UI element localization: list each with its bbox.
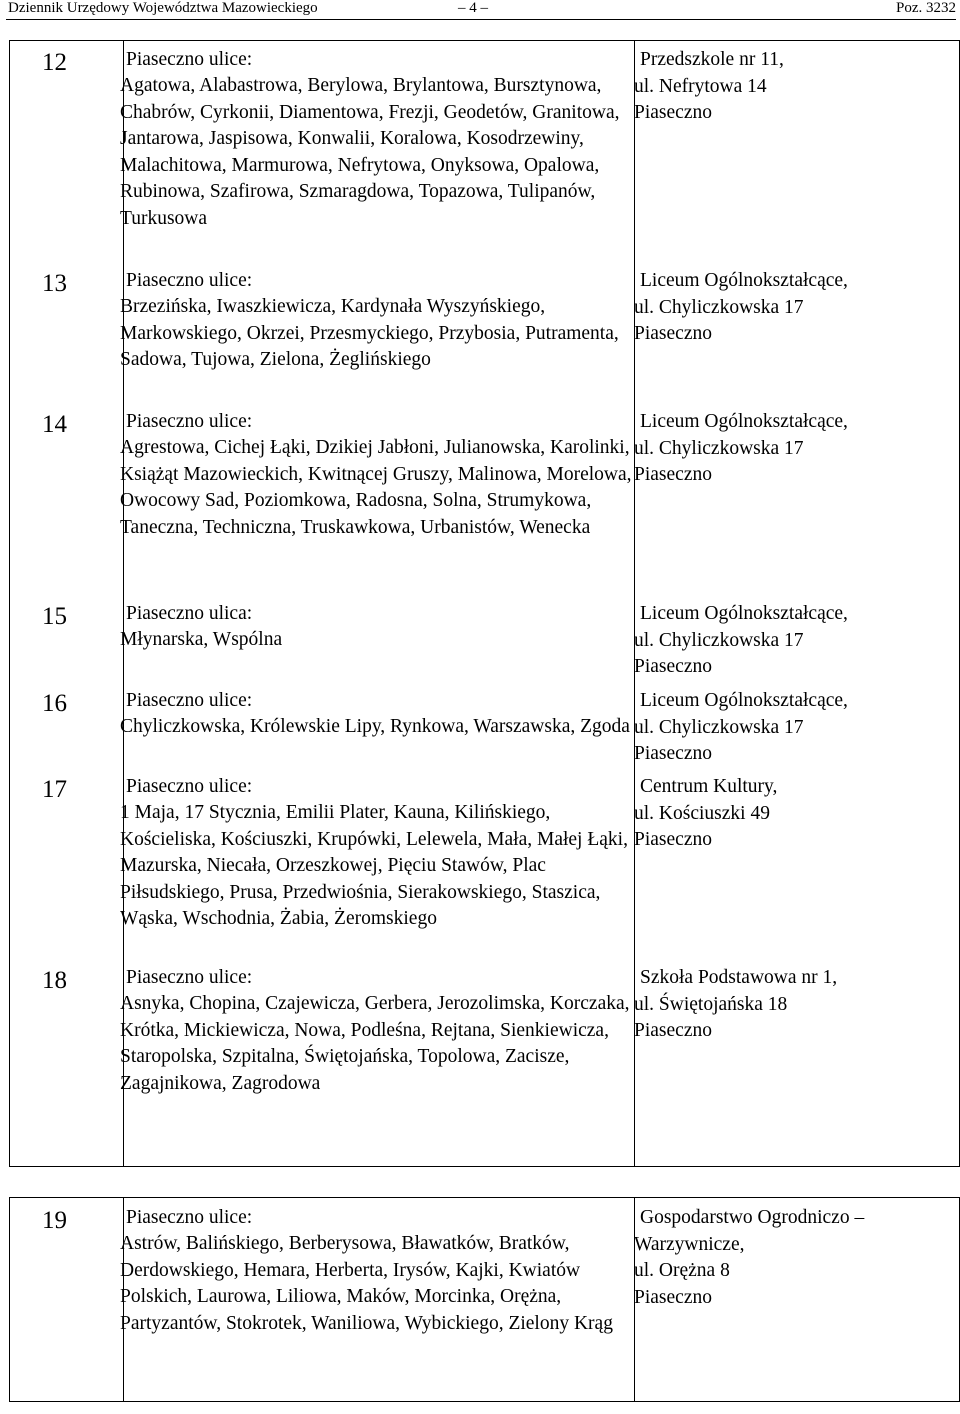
polling-place-line: Piaseczno bbox=[634, 1020, 712, 1041]
district-number: 12 bbox=[42, 49, 67, 76]
district-streets: Agatowa, Alabastrowa, Berylowa, Brylantowa, Bursztynowa, Chabrów, Cyrkonii, Diamentowa, Frezji, Geodetów, Granitowa, Jantarowa, Jaspisowa, Konwalii, Koralowa, Kosodrzewiny, Malachitowa, Marmurowa, Nefrytowa, Onyksowa, Opalowa, Rubinowa, Szafirowa, Szmaragdowa, Topazowa, Tulipanów, Turkusowa bbox=[120, 75, 620, 229]
polling-place-line: ul. Świętojańska 18 bbox=[634, 993, 788, 1015]
district-streets: Brzezińska, Iwaszkiewicza, Kardynała Wyszyńskiego, Markowskiego, Okrzei, Przesmyckiego, Przybosia, Putramenta, Sadowa, Tujowa, Zielona, Żeglińskiego bbox=[120, 296, 619, 370]
polling-place-line: Gospodarstwo Ogrodniczo – bbox=[640, 1207, 865, 1228]
district-number: 14 bbox=[42, 411, 67, 438]
polling-place-line: ul. Nefrytowa 14 bbox=[634, 75, 767, 97]
polling-place-line: Piaseczno bbox=[634, 323, 712, 344]
polling-place-line: Centrum Kultury, bbox=[640, 776, 778, 797]
district-streets: Chyliczkowska, Królewskie Lipy, Rynkowa, Warszawska, Zgoda bbox=[120, 716, 630, 737]
polling-place-line: Warzywnicze, bbox=[634, 1233, 745, 1255]
district-streets: Astrów, Balińskiego, Berberysowa, Bławatków, Bratków, Derdowskiego, Hemara, Herberta, Irysów, Kajki, Kwiatów Polskich, Laurowa, Liliowa, Maków, Morcinka, Orężna, Partyzantów, Stokrotek, Waniliowa, Wybickiego, Zielony Krąg bbox=[120, 1233, 613, 1334]
district-streets: Młynarska, Wspólna bbox=[120, 629, 283, 650]
polling-place-line: Szkoła Podstawowa nr 1, bbox=[640, 967, 838, 988]
district-heading: Piaseczno ulice: bbox=[126, 49, 253, 70]
polling-place bbox=[634, 965, 954, 1045]
polling-place bbox=[634, 268, 954, 348]
page-number: – 4 – bbox=[458, 0, 488, 16]
polling-place-line: ul. Chyliczkowska 17 bbox=[634, 296, 804, 318]
journal-title: Dziennik Urzędowy Województwa Mazowieckiego bbox=[8, 0, 318, 16]
polling-place-line: ul. Orężna 8 bbox=[634, 1260, 730, 1281]
polling-place bbox=[634, 1205, 954, 1311]
polling-place bbox=[634, 774, 954, 854]
polling-place-line: Piaseczno bbox=[634, 102, 712, 123]
district-number: 16 bbox=[42, 690, 67, 717]
polling-place-line: Liceum Ogólnokształcące, bbox=[640, 690, 848, 711]
polling-place-line: ul. Chyliczkowska 17 bbox=[634, 437, 804, 459]
polling-place-line: Piaseczno bbox=[634, 1286, 712, 1308]
position-number: Poz. 3232 bbox=[896, 0, 956, 16]
district-streets: Agrestowa, Cichej Łąki, Dzikiej Jabłoni, Julianowska, Karolinki, Książąt Mazowieckich, Kwitnącej Gruszy, Malinowa, Morelowa, Owocowy Sad, Poziomkowa, Radosna, Solna, Strumykowa, Taneczna, Techniczna, Truskawkowa, Urbanistów, Wenecka bbox=[120, 437, 632, 538]
polling-place-line: Liceum Ogólnokształcące, bbox=[640, 270, 848, 291]
header-rule bbox=[6, 19, 956, 20]
district-number: 13 bbox=[42, 270, 67, 297]
district-streets: 1 Maja, 17 Stycznia, Emilii Plater, Kauna, Kilińskiego, Kościeliska, Kościuszki, Krupówki, Lelewela, Mała, Małej Łąki, Mazurska, Niecała, Orzeszkowej, Pięciu Stawów, Plac Piłsudskiego, Prusa, Przedwiośnia, Sierakowskiego, Staszica, Wąska, Wschodnia, Żabia, Żeromskiego bbox=[120, 802, 628, 929]
polling-place-line: Piaseczno bbox=[634, 464, 712, 485]
district-heading: Piaseczno ulice: bbox=[126, 776, 253, 797]
polling-place-line: Liceum Ogólnokształcące, bbox=[640, 603, 848, 624]
district-heading: Piaseczno ulice: bbox=[126, 411, 253, 432]
district-heading: Piaseczno ulice: bbox=[126, 270, 253, 291]
polling-place-line: Piaseczno bbox=[634, 829, 712, 850]
polling-place bbox=[634, 601, 954, 681]
district-heading: Piaseczno ulice: bbox=[126, 967, 253, 988]
district-number: 17 bbox=[42, 776, 67, 803]
polling-place bbox=[634, 409, 954, 489]
polling-place-line: ul. Chyliczkowska 17 bbox=[634, 629, 804, 651]
district-heading: Piaseczno ulica: bbox=[126, 603, 253, 624]
polling-place-line: Przedszkole nr 11, bbox=[640, 49, 784, 70]
district-number: 18 bbox=[42, 967, 67, 994]
polling-place-line: Liceum Ogólnokształcące, bbox=[640, 411, 848, 432]
district-heading: Piaseczno ulice: bbox=[126, 690, 253, 711]
district-streets: Asnyka, Chopina, Czajewicza, Gerbera, Jerozolimska, Korczaka, Krótka, Mickiewicza, Nowa, Podleśna, Rejtana, Sienkiewicza, Staropolska, Szpitalna, Świętojańska, Topolowa, Zacisze, Zagajnikowa, Zagrodowa bbox=[120, 993, 630, 1094]
polling-place-line: Piaseczno bbox=[634, 656, 712, 677]
polling-place-line: ul. Chyliczkowska 17 bbox=[634, 716, 804, 738]
district-heading: Piaseczno ulice: bbox=[126, 1207, 253, 1228]
district-number: 15 bbox=[42, 603, 67, 630]
polling-place bbox=[634, 47, 954, 127]
district-number: 19 bbox=[42, 1207, 67, 1234]
polling-place-line: ul. Kościuszki 49 bbox=[634, 802, 770, 824]
polling-place-line: Piaseczno bbox=[634, 743, 712, 764]
page-header bbox=[0, 0, 960, 22]
polling-place bbox=[634, 688, 954, 768]
